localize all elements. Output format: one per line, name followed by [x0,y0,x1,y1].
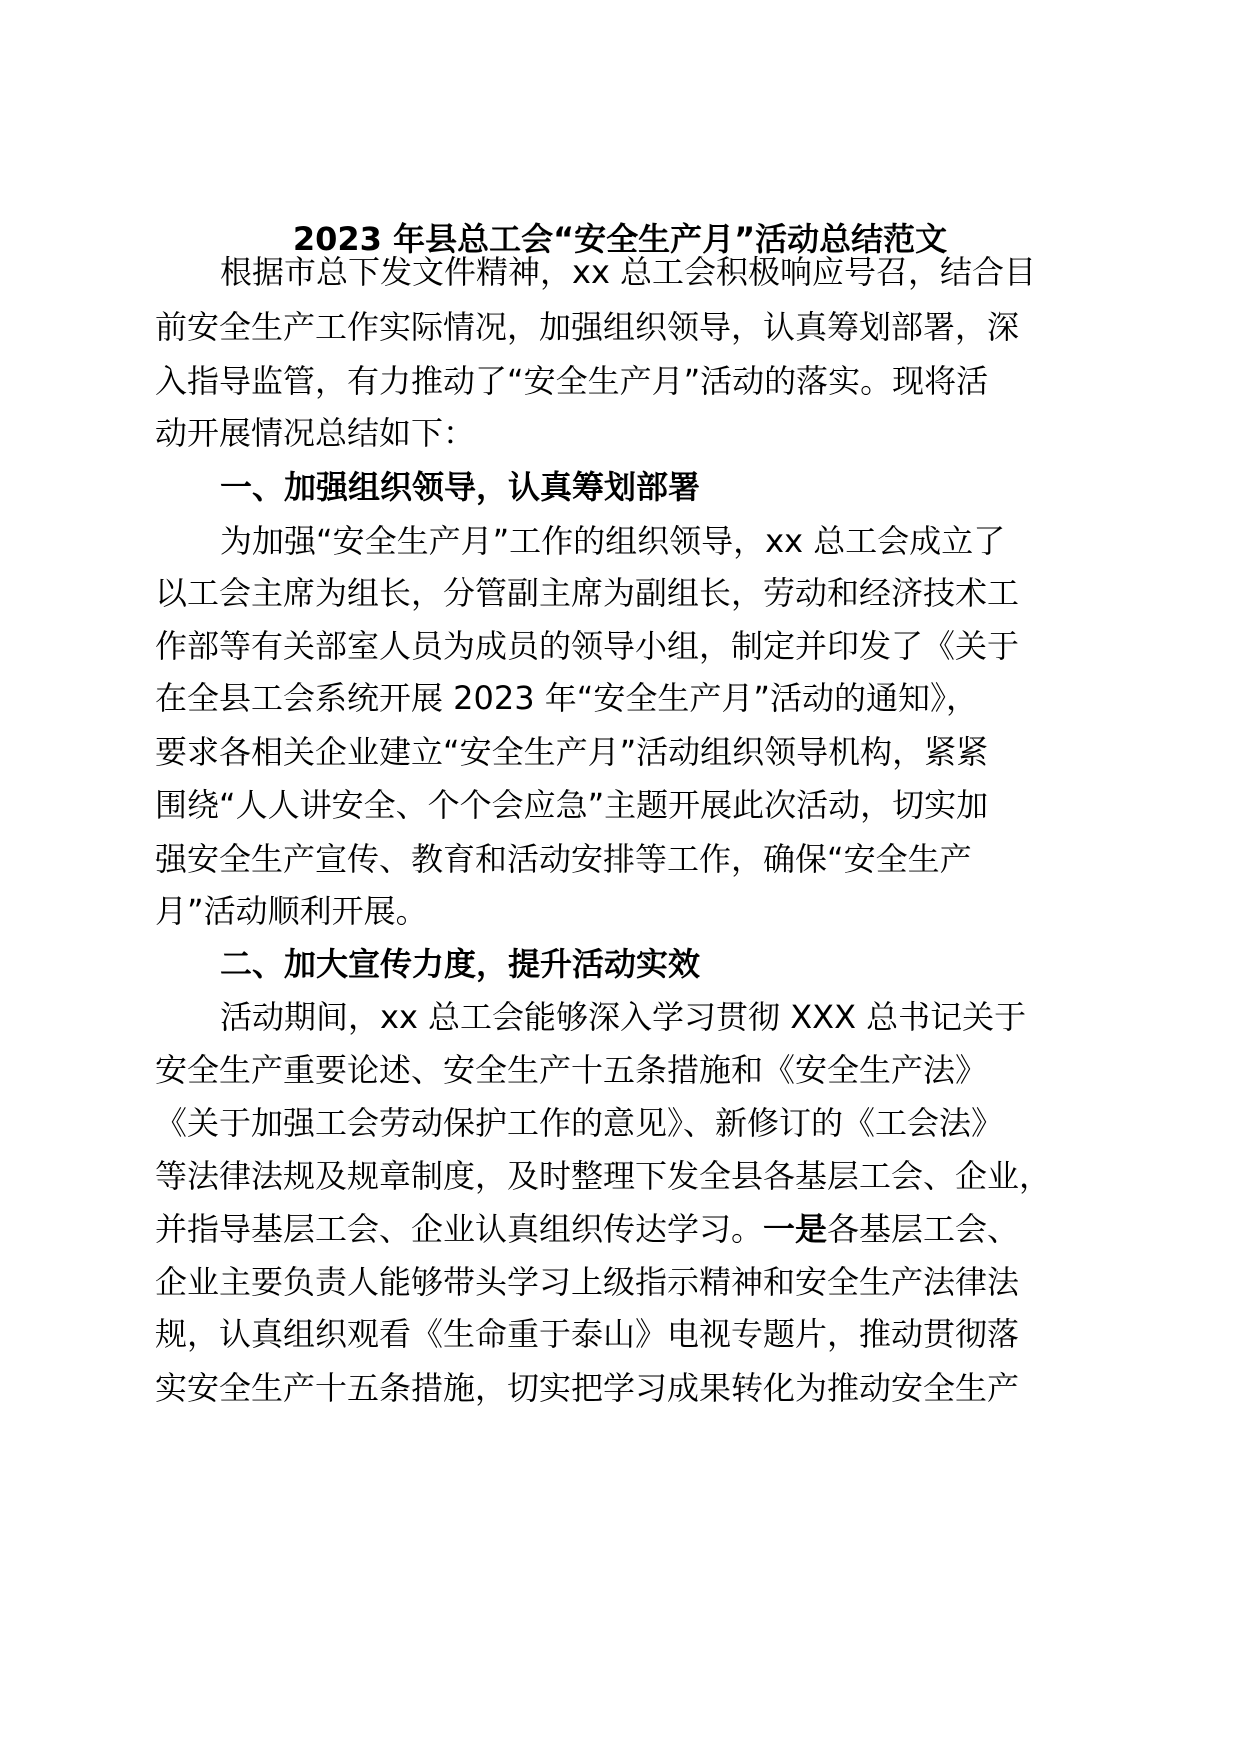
paragraph-line: 围绕“人人讲安全、个个会应急”主题开展此次活动，切实加 [155,786,989,824]
paragraph-line: 等法律法规及规章制度，及时整理下发全县各基层工会、企业， [155,1157,1052,1195]
document-title: 2023 年县总工会“安全生产月”活动总结范文 [292,220,948,258]
paragraph-line: 入指导监管，有力推动了“安全生产月”活动的落实。现将活 [155,362,989,400]
paragraph-line: 《关于加强工会劳动保护工作的意见》、新修订的《工会法》 [155,1104,1004,1142]
paragraph-line: 规，认真组织观看《生命重于泰山》电视专题片，推动贯彻落 [155,1315,1020,1353]
paragraph-line: 动开展情况总结如下： [155,414,476,452]
paragraph-text: 并指导基层工会、企业认真组织传达学习。 [155,1210,764,1248]
paragraph-line: 企业主要负责人能够带头学习上级指示精神和安全生产法律法 [155,1263,1020,1301]
paragraph-line: 月”活动顺利开展。 [155,892,428,930]
paragraph-line: 前安全生产工作实际情况，加强组织领导，认真筹划部署，深 [155,308,1020,346]
paragraph-line: 实安全生产十五条措施，切实把学习成果转化为推动安全生产 [155,1369,1020,1407]
section-heading: 一、加强组织领导，认真筹划部署 [220,468,701,506]
paragraph-line [155,1204,1019,1254]
paragraph-line: 作部等有关部室人员为成员的领导小组，制定并印发了《关于 [155,627,1020,665]
section-heading: 二、加大宣传力度，提升活动实效 [220,945,701,983]
paragraph-line: 根据市总下发文件精神，xx 总工会积极响应号召，结合目 [220,253,1037,291]
paragraph-text: 各基层工会、 [827,1210,1020,1248]
emphasis-text: 一是 [763,1210,828,1248]
paragraph-line: 在全县工会系统开展 2023 年“安全生产月”活动的通知》， [155,679,978,717]
paragraph-line: 为加强“安全生产月”工作的组织领导，xx 总工会成立了 [220,522,1006,560]
paragraph-line: 强安全生产宣传、教育和活动安排等工作，确保“安全生产 [155,840,972,878]
paragraph-line: 要求各相关企业建立“安全生产月”活动组织领导机构，紧紧 [155,733,989,771]
paragraph-line: 安全生产重要论述、安全生产十五条措施和《安全生产法》 [155,1051,988,1089]
paragraph-line: 以工会主席为组长，分管副主席为副组长，劳动和经济技术工 [155,574,1020,612]
paragraph-line: 活动期间，xx 总工会能够深入学习贯彻 XXX 总书记关于 [220,998,1027,1036]
